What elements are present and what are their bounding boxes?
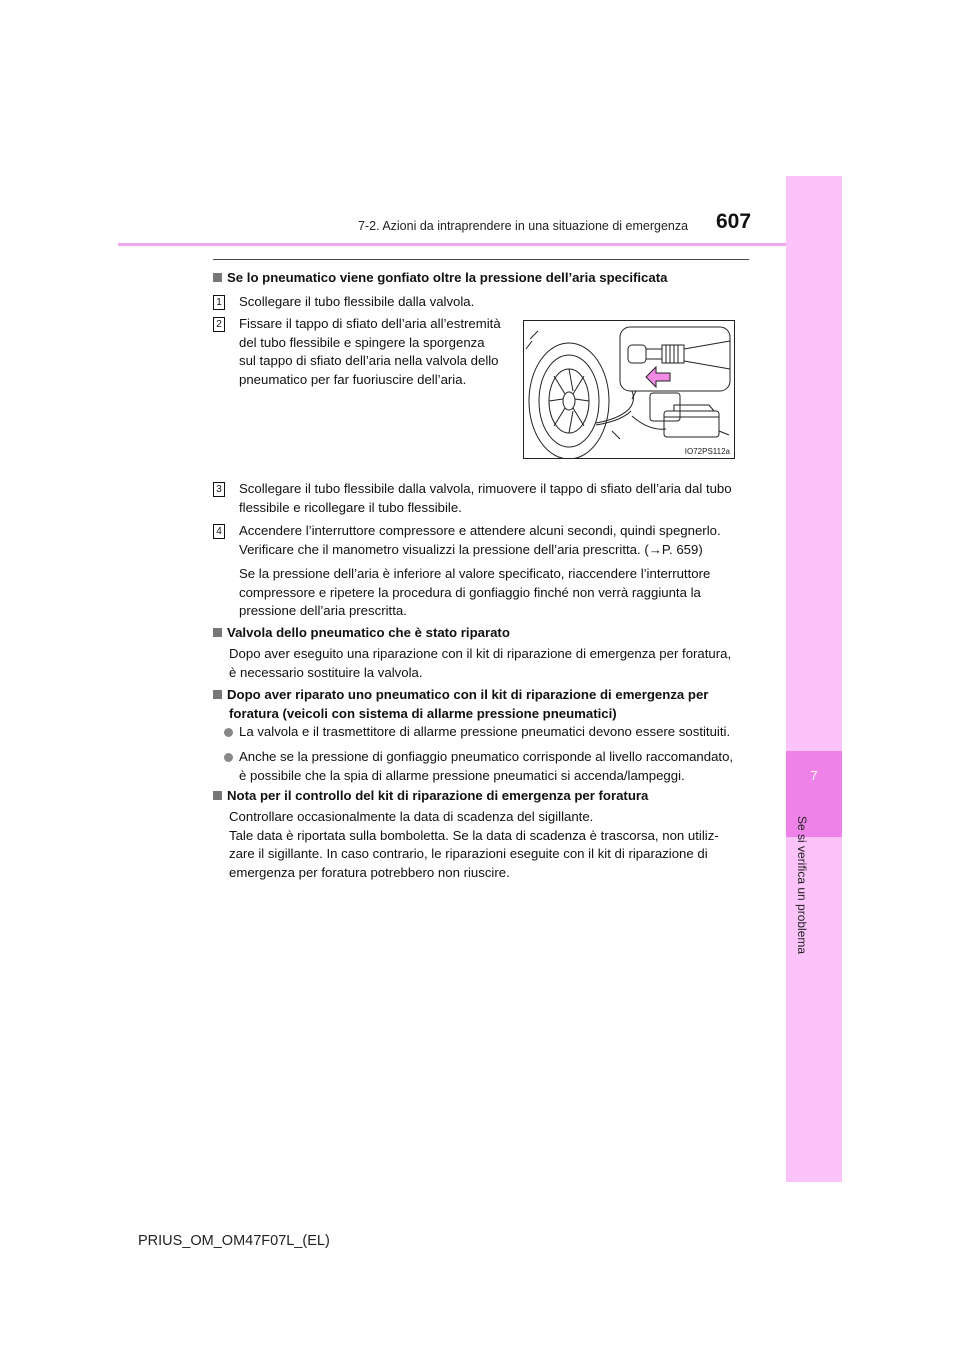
section-title: Se lo pneumatico viene gonfiato oltre la pressione dell’aria specificata xyxy=(213,269,753,288)
section-title: Dopo aver riparato uno pneumatico con il kit di riparazione di emergenza per foratura (veicoli con sistema di allarme pressione pneumatici) xyxy=(213,686,745,723)
step-number-badge: 2 xyxy=(213,317,225,332)
bullet-item: Anche se la pressione di gonfiaggio pneumatico corrisponde al livello raccomandato, è possibile che la spia di allarme pressione pneumatici si accenda/lampeggi. xyxy=(239,749,734,783)
bullet-item: La valvola e il trasmettitore di allarme pressione pneumatici devono essere sostituiti. xyxy=(239,724,731,739)
header-section-title: 7-2. Azioni da intraprendere in una situazione di emergenza xyxy=(358,219,689,233)
section-paragraph: Dopo aver eseguito una riparazione con il kit di riparazione di emergenza per foratura, è necessario sostituire la valvola. xyxy=(229,646,732,680)
step-number-badge: 1 xyxy=(213,295,225,310)
figure-code: IO72PS112a xyxy=(684,447,730,456)
tire-inflation-illustration xyxy=(524,321,734,458)
round-bullet-icon xyxy=(224,753,233,762)
step-text: Scollegare il tubo flessibile dalla valvola. xyxy=(239,294,475,309)
step-note: Se la pressione dell’aria è inferiore al valore specificato, riaccendere l’interruttore compressore e ripetere la procedura di gonfiaggio finché non verrà raggiunta la pressione dell’aria prescritta. xyxy=(239,566,711,619)
tire-valve-figure xyxy=(523,320,735,459)
step-number-badge: 3 xyxy=(213,482,225,497)
section-paragraph: Controllare occasionalmente la data di scadenza del sigillante. Tale data è riportata sulla bomboletta. Se la data di scadenza è trascorsa, non utiliz- zare il sigillante. In caso contrario, le riparazioni eseguite con il kit di riparazione di emergenza per foratura potrebbero non riuscire. xyxy=(229,809,719,880)
chapter-number: 7 xyxy=(810,768,818,783)
side-tab xyxy=(786,176,842,1182)
round-bullet-icon xyxy=(224,728,233,737)
step-text: Scollegare il tubo flessibile dalla valvola, rimuovere il tappo di sfiato dell’aria dal tubo flessibile e ricollegare il tubo flessibile. xyxy=(239,481,732,515)
section-title: Nota per il controllo del kit di riparazione di emergenza per foratura xyxy=(213,787,753,806)
step-number-badge: 4 xyxy=(213,524,225,539)
chapter-title: Se si verifica un problema xyxy=(795,816,809,955)
square-bullet-icon xyxy=(213,273,222,282)
page-number: 607 xyxy=(716,210,752,233)
header-rule xyxy=(118,243,786,246)
step-text: Accendere l’interruttore compressore e attendere alcuni secondi, quindi spegnerlo. Verificare che il manometro visualizzi la pressione dell’aria prescritta. (→P. 659) xyxy=(239,523,721,557)
step-text: Fissare il tappo di sfiato dell’aria all’estremità del tubo flessibile e spingere la sporgenza sul tappo di sfiato dell’aria nella valvola dello pneumatico per far fuoriuscire dell’aria. xyxy=(239,316,501,387)
square-bullet-icon xyxy=(213,791,222,800)
document-code: PRIUS_OM_OM47F07L_(EL) xyxy=(138,1233,330,1249)
square-bullet-icon xyxy=(213,628,222,637)
square-bullet-icon xyxy=(213,690,222,699)
content-rule xyxy=(213,259,749,260)
section-title: Valvola dello pneumatico che è stato riparato xyxy=(213,624,753,643)
